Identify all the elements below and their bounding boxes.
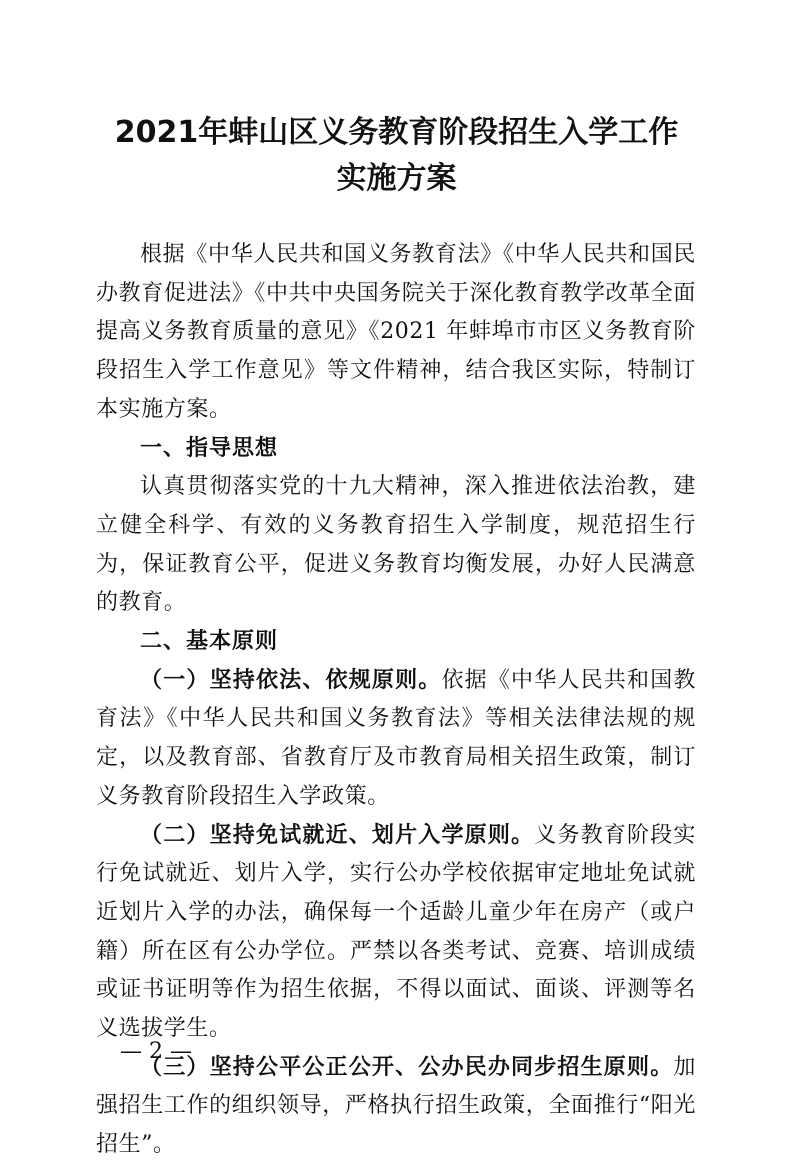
principle-1-lead: （一）坚持依法、依规原则。 <box>140 667 442 693</box>
document-body <box>96 236 696 1165</box>
intro-paragraph: 根据《中华人民共和国义务教育法》《中华人民共和国民办教育促进法》《中共中央国务院关于深化教育教学改革全面提高义务教育质量的意见》《2021 年蚌埠市市区义务教育阶段招生入学工作意见》等文件精神，结合我区实际，特制订本实施方案。 <box>96 242 696 422</box>
principle-3-lead: （三）坚持公平公正公开、公办民办同步招生原则。 <box>140 1054 674 1080</box>
principle-paragraph-2 <box>96 817 696 1049</box>
principle-3-text: 加强招生工作的组织领导，严格执行招生政策，全面推行“阳光招生”。 <box>96 1054 696 1158</box>
document-title-line-1: 2021年蚌山区义务教育阶段招生入学工作 <box>114 115 679 150</box>
section-heading-basic-principles: 二、基本原则 <box>140 629 279 655</box>
guiding-ideology-paragraph: 认真贯彻落实党的十九大精神，深入推进依法治教，建立健全科学、有效的义务教育招生入学制度，规范招生行为，保证教育公平，促进义务教育均衡发展，办好人民满意的教育。 <box>96 474 696 616</box>
document-title-line-2: 实施方案 <box>336 161 457 196</box>
principle-paragraph-3 <box>96 1049 696 1165</box>
principle-2-text: 义务教育阶段实行免试就近、划片入学，实行公办学校依据审定地址免试就近划片入学的办法，确保每一个适龄儿童少年在房产（或户籍）所在区有公办学位。严禁以各类考试、竞赛、培训成绩或证书证明等作为招生依据，不得以面试、面谈、评测等名义选拔学生。 <box>96 822 696 1042</box>
principle-2-lead: （二）坚持免试就近、划片入学原则。 <box>140 822 535 848</box>
section-heading-guiding-ideology: 一、指导思想 <box>140 435 279 461</box>
principle-paragraph-1 <box>96 662 696 817</box>
page-number: — 2 — <box>120 1039 192 1064</box>
principle-1-text: 依据《中华人民共和国教育法》《中华人民共和国义务教育法》等相关法律法规的规定，以及教育部、省教育厅及市教育局相关招生政策，制订义务教育阶段招生入学政策。 <box>96 667 696 809</box>
